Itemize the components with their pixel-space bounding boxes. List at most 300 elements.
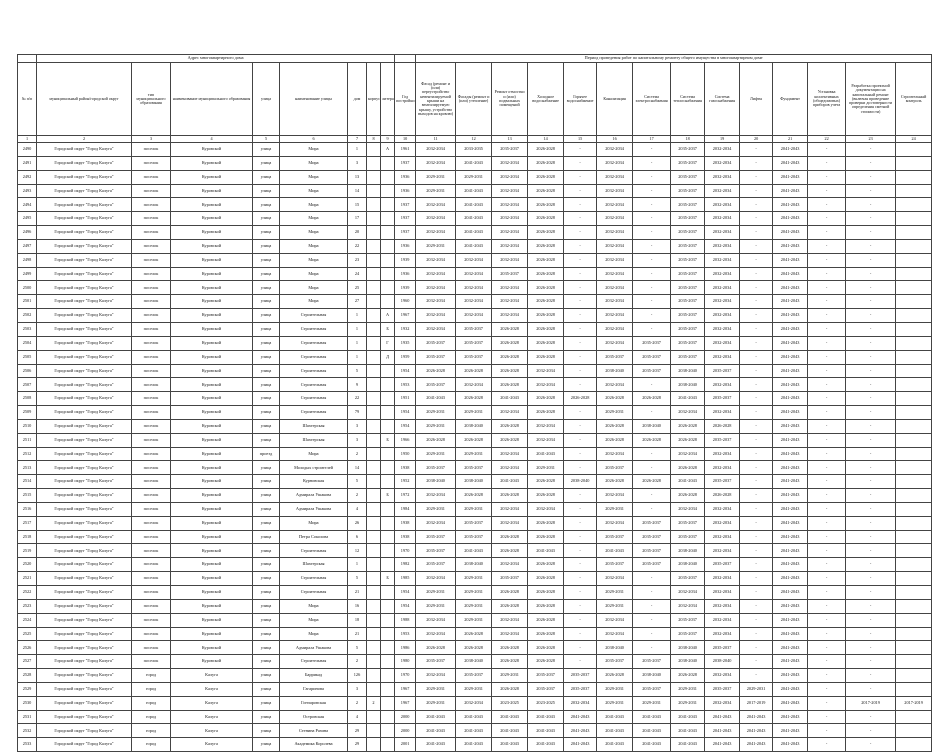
table-row xyxy=(18,447,932,461)
table-cell: - xyxy=(564,627,597,641)
table-cell: Куровской xyxy=(171,544,253,558)
table-cell: Куровской xyxy=(171,184,253,198)
table-cell: 3 xyxy=(348,682,367,696)
table-cell: 2032-2034 xyxy=(705,143,740,157)
table-cell: - xyxy=(633,267,671,281)
table-cell: 2032-2034 xyxy=(528,419,564,433)
table-cell: - xyxy=(740,558,773,572)
table-cell: поселок xyxy=(132,406,171,420)
table-cell xyxy=(381,253,395,267)
table-row xyxy=(18,295,932,309)
table-cell: поселок xyxy=(132,627,171,641)
table-cell: Калуга xyxy=(171,724,253,738)
table-cell: 2032-2034 xyxy=(705,239,740,253)
table-cell: 2026-2028 xyxy=(597,419,633,433)
table-cell: 1966 xyxy=(395,433,416,447)
table-cell: поселок xyxy=(132,198,171,212)
table-row xyxy=(18,627,932,641)
table-cell: - xyxy=(633,641,671,655)
table-cell: 2032-2034 xyxy=(597,309,633,323)
table-cell: 2032-2034 xyxy=(705,696,740,710)
table-cell: 2026-2028 xyxy=(492,599,528,613)
table-cell xyxy=(896,198,932,212)
table-cell: 2032-2034 xyxy=(597,336,633,350)
table-cell: 2041-2043 xyxy=(671,738,705,752)
table-cell: город xyxy=(132,738,171,752)
table-cell xyxy=(896,682,932,696)
table-row xyxy=(18,281,932,295)
table-row xyxy=(18,350,932,364)
table-cell: 2505 xyxy=(18,350,37,364)
table-cell: 2029-2031 xyxy=(492,669,528,683)
table-cell: - xyxy=(808,530,846,544)
table-cell: Городской округ "Город Калуга" xyxy=(37,170,132,184)
table-cell: 2035-2037 xyxy=(597,655,633,669)
table-cell: улица xyxy=(253,364,280,378)
table-cell: 2041-2043 xyxy=(456,544,492,558)
table-cell: 2035-2037 xyxy=(633,350,671,364)
table-cell: 2512 xyxy=(18,447,37,461)
table-cell: Городской округ "Город Калуга" xyxy=(37,253,132,267)
table-cell: 2041-2043 xyxy=(773,433,808,447)
table-cell: поселок xyxy=(132,143,171,157)
table-cell: 2035-2037 xyxy=(597,558,633,572)
table-cell: - xyxy=(740,586,773,600)
table-cell xyxy=(896,475,932,489)
table-cell: - xyxy=(564,461,597,475)
table-cell: 1 xyxy=(348,558,367,572)
table-cell: 2032-2034 xyxy=(705,516,740,530)
table-cell: - xyxy=(846,184,896,198)
table-row xyxy=(18,682,932,696)
table-cell: 1952 xyxy=(395,475,416,489)
table-cell xyxy=(896,544,932,558)
table-cell xyxy=(367,710,381,724)
table-cell: 2041-2043 xyxy=(773,364,808,378)
table-cell: Строительная xyxy=(280,350,348,364)
table-cell: - xyxy=(808,447,846,461)
table-cell: 2035-2037 xyxy=(705,475,740,489)
table-cell: - xyxy=(846,627,896,641)
table-cell: Куровской xyxy=(171,641,253,655)
table-cell: 16 xyxy=(348,599,367,613)
table-cell: 3 xyxy=(348,419,367,433)
table-cell: 2041-2043 xyxy=(564,738,597,752)
table-cell: - xyxy=(633,281,671,295)
table-cell: 2026-2028 xyxy=(597,669,633,683)
table-cell xyxy=(381,599,395,613)
table-cell: город xyxy=(132,682,171,696)
column-header: тип муниципального образования xyxy=(132,63,171,136)
table-cell: 2523 xyxy=(18,599,37,613)
table-cell: 2026-2028 xyxy=(597,433,633,447)
table-cell: - xyxy=(808,226,846,240)
table-row xyxy=(18,475,932,489)
table-cell: - xyxy=(846,738,896,752)
table-cell xyxy=(367,267,381,281)
table-cell: - xyxy=(564,516,597,530)
table-cell: Куровской xyxy=(171,336,253,350)
table-cell: 2032-2034 xyxy=(597,267,633,281)
table-cell: 2026-2028 xyxy=(456,433,492,447)
table-row xyxy=(18,669,932,683)
table-cell xyxy=(896,226,932,240)
table-cell: Городской округ "Город Калуга" xyxy=(37,475,132,489)
column-number: 22 xyxy=(808,136,846,143)
table-cell: 2038-2040 xyxy=(564,475,597,489)
table-cell: 2035-2037 xyxy=(416,558,456,572)
table-cell: 1937 xyxy=(395,198,416,212)
table-cell: 2032-2034 xyxy=(597,156,633,170)
table-cell: проезд xyxy=(253,447,280,461)
table-cell: - xyxy=(564,572,597,586)
table-cell: Куровской xyxy=(171,295,253,309)
table-cell: 21 xyxy=(348,586,367,600)
table-cell: 2035-2037 xyxy=(671,281,705,295)
table-cell: Городской округ "Город Калуга" xyxy=(37,710,132,724)
table-cell: Куровской xyxy=(171,226,253,240)
table-cell: Городской округ "Город Калуга" xyxy=(37,419,132,433)
table-cell: 2035-2037 xyxy=(456,461,492,475)
table-cell: - xyxy=(633,253,671,267)
table-cell: Куровской xyxy=(171,433,253,447)
table-cell: - xyxy=(564,433,597,447)
column-header: Система теплоснабжения xyxy=(671,63,705,136)
table-cell: - xyxy=(564,530,597,544)
table-cell: 2035-2037 xyxy=(705,641,740,655)
table-cell: 2032-2034 xyxy=(416,516,456,530)
table-cell xyxy=(896,572,932,586)
table-cell: 2041-2043 xyxy=(416,724,456,738)
table-cell: 2035-2037 xyxy=(528,669,564,683)
table-cell: 2026-2028 xyxy=(492,378,528,392)
table-cell: 2521 xyxy=(18,572,37,586)
table-cell: - xyxy=(808,364,846,378)
column-number: 10 xyxy=(395,136,416,143)
table-cell: улица xyxy=(253,143,280,157)
table-cell: Куровской xyxy=(171,212,253,226)
table-cell xyxy=(367,253,381,267)
table-cell: 2041-2043 xyxy=(705,710,740,724)
table-cell: 2026-2028 xyxy=(456,489,492,503)
table-cell: Мира xyxy=(280,516,348,530)
table-cell: поселок xyxy=(132,170,171,184)
table-cell: 2029-2031 xyxy=(528,461,564,475)
table-cell: Куровской xyxy=(171,655,253,669)
table-cell: 2032-2034 xyxy=(492,184,528,198)
table-cell: 2032-2034 xyxy=(705,309,740,323)
table-cell xyxy=(367,170,381,184)
table-cell: Адмирала Ушакова xyxy=(280,489,348,503)
table-cell xyxy=(896,613,932,627)
table-row xyxy=(18,419,932,433)
table-cell xyxy=(381,198,395,212)
table-cell: 2503 xyxy=(18,322,37,336)
table-cell: 2038-2040 xyxy=(416,475,456,489)
table-cell xyxy=(381,502,395,516)
table-cell: 2520 xyxy=(18,558,37,572)
table-cell: - xyxy=(564,322,597,336)
table-cell: 2032-2034 xyxy=(492,613,528,627)
table-cell xyxy=(367,627,381,641)
table-cell: 2035-2037 xyxy=(416,655,456,669)
table-cell: 26 xyxy=(348,516,367,530)
table-cell: - xyxy=(808,212,846,226)
table-row xyxy=(18,239,932,253)
table-cell: 2491 xyxy=(18,156,37,170)
table-cell xyxy=(367,599,381,613)
table-cell: - xyxy=(564,558,597,572)
table-cell: Городской округ "Город Калуга" xyxy=(37,696,132,710)
table-cell: поселок xyxy=(132,392,171,406)
table-cell: - xyxy=(564,489,597,503)
table-cell: - xyxy=(740,156,773,170)
table-cell: 2032-2034 xyxy=(492,558,528,572)
table-cell: - xyxy=(564,309,597,323)
table-cell: - xyxy=(846,558,896,572)
table-cell: 2041-2043 xyxy=(773,461,808,475)
table-cell: поселок xyxy=(132,184,171,198)
table-cell: 1970 xyxy=(395,544,416,558)
table-cell: - xyxy=(564,156,597,170)
table-cell: 126 xyxy=(348,669,367,683)
table-cell: 2509 xyxy=(18,406,37,420)
table-cell: Куровской xyxy=(171,239,253,253)
column-header: корпус xyxy=(367,63,381,136)
table-cell: 2026-2028 xyxy=(633,475,671,489)
table-cell: - xyxy=(564,419,597,433)
table-cell: 2035-2037 xyxy=(671,198,705,212)
table-cell xyxy=(367,212,381,226)
table-cell: 2041-2043 xyxy=(564,710,597,724)
table-cell: 1970 xyxy=(395,669,416,683)
table-cell: - xyxy=(808,350,846,364)
table-cell: 3 xyxy=(348,433,367,447)
table-cell: 6 xyxy=(348,530,367,544)
table-cell xyxy=(381,378,395,392)
table-cell: 1938 xyxy=(395,461,416,475)
table-cell: Строительная xyxy=(280,364,348,378)
table-cell xyxy=(367,641,381,655)
table-cell: улица xyxy=(253,419,280,433)
table-cell xyxy=(381,364,395,378)
table-cell: Куровской xyxy=(171,558,253,572)
table-cell: 2518 xyxy=(18,530,37,544)
table-cell: поселок xyxy=(132,322,171,336)
table-cell: 2041-2043 xyxy=(773,170,808,184)
table-cell: 2506 xyxy=(18,364,37,378)
table-cell: - xyxy=(808,724,846,738)
table-cell xyxy=(367,502,381,516)
table-cell xyxy=(896,447,932,461)
table-cell: Мира xyxy=(280,184,348,198)
table-cell: - xyxy=(740,239,773,253)
table-cell: 2026-2028 xyxy=(492,433,528,447)
table-cell xyxy=(367,724,381,738)
table-cell: Куровской xyxy=(171,253,253,267)
table-cell: 2029-2031 xyxy=(416,419,456,433)
table-cell: - xyxy=(846,489,896,503)
table-cell: - xyxy=(846,669,896,683)
table-cell xyxy=(381,516,395,530)
table-cell: Строительная xyxy=(280,406,348,420)
column-number: 15 xyxy=(564,136,597,143)
table-cell: 2032-2034 xyxy=(456,295,492,309)
table-cell xyxy=(367,530,381,544)
table-cell xyxy=(896,406,932,420)
table-cell xyxy=(381,461,395,475)
table-cell: Куровской xyxy=(171,350,253,364)
table-cell xyxy=(367,447,381,461)
table-cell: Городской округ "Город Калуга" xyxy=(37,489,132,503)
column-header: Фасад (ремонт и (или) переустройство невентилируемой крыши на вентилируемую крышу, устройство выходов на кровлю) xyxy=(416,63,456,136)
table-cell xyxy=(367,281,381,295)
table-cell: улица xyxy=(253,239,280,253)
table-cell xyxy=(896,655,932,669)
column-number: 21 xyxy=(773,136,808,143)
table-cell: 2026-2028 xyxy=(528,267,564,281)
table-cell xyxy=(381,696,395,710)
table-cell: 1936 xyxy=(395,184,416,198)
table-cell: - xyxy=(808,184,846,198)
table-cell: - xyxy=(846,143,896,157)
table-cell: 2026-2028 xyxy=(416,433,456,447)
table-cell xyxy=(896,516,932,530)
table-cell: Б xyxy=(381,322,395,336)
table-cell: 2032-2034 xyxy=(528,378,564,392)
table-cell: - xyxy=(808,655,846,669)
table-cell xyxy=(367,433,381,447)
table-cell: 2041-2043 xyxy=(528,544,564,558)
table-cell: - xyxy=(808,198,846,212)
table-cell: 2023-2025 xyxy=(492,696,528,710)
table-cell: 2492 xyxy=(18,170,37,184)
table-cell: - xyxy=(564,613,597,627)
table-cell: 2531 xyxy=(18,710,37,724)
table-cell: 2041-2043 xyxy=(773,544,808,558)
table-cell: 2029-2031 xyxy=(597,696,633,710)
table-cell: - xyxy=(808,392,846,406)
table-cell: 2038-2040 xyxy=(671,558,705,572)
table-cell xyxy=(896,461,932,475)
table-cell xyxy=(896,627,932,641)
address-group-heading: Адрес многоквартирного дома xyxy=(37,55,395,63)
table-cell: 2041-2043 xyxy=(597,724,633,738)
table-cell: 2026-2028 xyxy=(633,433,671,447)
table-cell: 2032-2034 xyxy=(705,281,740,295)
table-cell: 2026-2028 xyxy=(528,530,564,544)
table-cell: - xyxy=(846,599,896,613)
table-cell: - xyxy=(740,364,773,378)
table-cell: 1939 xyxy=(395,253,416,267)
table-cell xyxy=(381,447,395,461)
table-cell: 2026-2028 xyxy=(416,641,456,655)
table-cell: 2032-2034 xyxy=(705,406,740,420)
table-cell: 1972 xyxy=(395,489,416,503)
table-cell: 2041-2043 xyxy=(528,724,564,738)
table-cell xyxy=(381,586,395,600)
table-cell: 2026-2028 xyxy=(528,212,564,226)
table-cell xyxy=(381,710,395,724)
table-cell: 2038-2040 xyxy=(456,655,492,669)
table-cell xyxy=(896,336,932,350)
table-cell: 2041-2043 xyxy=(492,392,528,406)
table-cell: 2032-2034 xyxy=(416,253,456,267)
table-cell: 2026-2028 xyxy=(528,558,564,572)
table-cell xyxy=(367,239,381,253)
table-cell: - xyxy=(633,599,671,613)
table-cell: 2041-2043 xyxy=(705,738,740,752)
table-cell: 2041-2043 xyxy=(773,406,808,420)
table-cell: поселок xyxy=(132,212,171,226)
table-cell: 2032-2034 xyxy=(597,447,633,461)
table-cell: 2041-2043 xyxy=(456,724,492,738)
table-cell: 2041-2043 xyxy=(773,710,808,724)
table-cell: 2026-2028 xyxy=(416,364,456,378)
table-cell: 2041-2043 xyxy=(671,392,705,406)
table-cell xyxy=(896,143,932,157)
table-cell: улица xyxy=(253,655,280,669)
table-cell: 1936 xyxy=(395,239,416,253)
table-cell: 2035-2037 xyxy=(671,239,705,253)
table-cell xyxy=(381,295,395,309)
table-cell: 2032-2034 xyxy=(456,696,492,710)
table-cell: улица xyxy=(253,669,280,683)
table-cell: поселок xyxy=(132,516,171,530)
table-cell: Мира xyxy=(280,281,348,295)
column-number: 11 xyxy=(416,136,456,143)
table-cell: Мира xyxy=(280,295,348,309)
table-cell xyxy=(381,558,395,572)
table-cell xyxy=(896,378,932,392)
table-cell: улица xyxy=(253,544,280,558)
table-cell: Городской округ "Город Калуга" xyxy=(37,669,132,683)
table-cell: поселок xyxy=(132,530,171,544)
table-cell: Городской округ "Город Калуга" xyxy=(37,599,132,613)
table-cell xyxy=(896,267,932,281)
table-row xyxy=(18,170,932,184)
table-cell: 14 xyxy=(348,461,367,475)
table-cell: 2041-2043 xyxy=(416,710,456,724)
table-cell xyxy=(381,170,395,184)
table-cell: Строительная xyxy=(280,586,348,600)
table-cell: улица xyxy=(253,322,280,336)
table-cell: 2041-2043 xyxy=(456,239,492,253)
column-number: 5 xyxy=(253,136,280,143)
table-cell: 2041-2043 xyxy=(773,516,808,530)
table-cell: 2032-2034 xyxy=(597,613,633,627)
table-cell: Городской округ "Город Калуга" xyxy=(37,530,132,544)
table-cell: 2035-2037 xyxy=(633,530,671,544)
table-cell xyxy=(367,336,381,350)
table-cell: 79 xyxy=(348,406,367,420)
table-cell: Городской округ "Город Калуга" xyxy=(37,613,132,627)
table-cell: 2041-2043 xyxy=(773,530,808,544)
table-cell: - xyxy=(846,586,896,600)
table-cell xyxy=(896,669,932,683)
table-cell: - xyxy=(846,281,896,295)
table-cell: 2041-2043 xyxy=(564,724,597,738)
table-cell: - xyxy=(633,226,671,240)
table-cell: 2029-2031 xyxy=(416,239,456,253)
table-cell xyxy=(896,295,932,309)
table-cell: 2032-2034 xyxy=(416,572,456,586)
table-cell: 2032-2034 xyxy=(416,613,456,627)
table-cell: 2029-2031 xyxy=(740,682,773,696)
table-cell: 2032-2034 xyxy=(492,502,528,516)
table-cell: 2032-2034 xyxy=(705,267,740,281)
table-cell: - xyxy=(740,253,773,267)
